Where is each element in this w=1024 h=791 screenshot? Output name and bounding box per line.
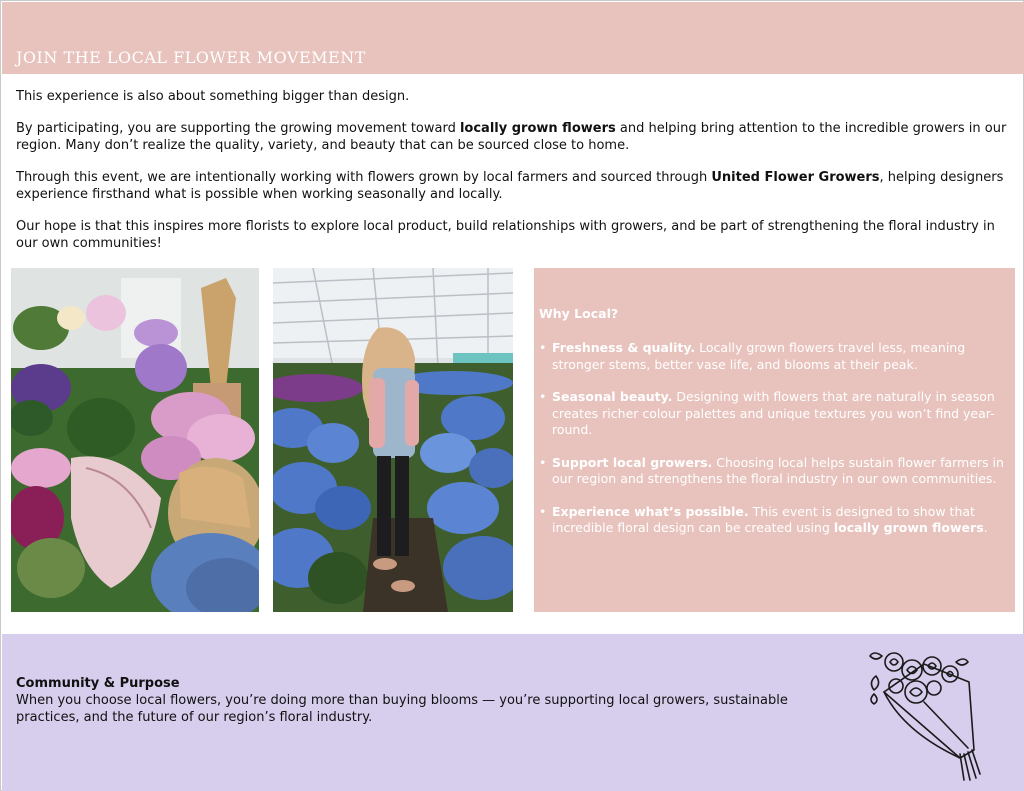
community-purpose-section [2,634,1024,791]
why-item-bold: Seasonal beauty. [552,389,673,404]
why-item-text: Designing with flowers that are naturally in season creates richer colour palettes and unique textures you won’t find year-round. [552,389,995,437]
why-local-list [539,340,1009,553]
intro-paragraph-4: Our hope is that this inspires more florists to explore local product, build relationships with growers, and be part of strengthening the floral industry in our own communities! [16,219,995,251]
why-item-bold: Experience what’s possible. [552,503,749,519]
community-purpose-text: When you choose local flowers, you’re doing more than buying blooms — you’re supporting local growers, sustainable practices, and the future of our region’s floral industry. [16,693,788,725]
greenhouse-photo [273,268,513,612]
intro-p3-text: Through this event, we are intentionally working with flowers grown by local farmers and sourced through [16,170,712,185]
page-title: JOIN THE LOCAL FLOWER MOVEMENT [16,48,366,67]
why-local-box [534,268,1015,612]
community-purpose-title: Community & Purpose [16,676,180,691]
intro-p3-text-end: , helping designers experience firsthand what is possible when working seasonally and locally. [16,170,1004,202]
why-local-title: Why Local? [539,306,619,321]
why-item-bold: Support local growers. [552,454,713,470]
why-local-item-seasonal [539,389,1009,439]
why-item-text: Choosing local helps sustain flower farmers in our region and strengthens the floral industry in our own communities. [552,454,1004,486]
greenhouse-illustration [273,268,513,612]
bouquet-icon [864,642,986,788]
why-item-text: Locally grown flowers travel less, meaning stronger stems, better vase life, and blooms at their peak. [552,340,966,372]
intro-paragraph-1: This experience is also about something bigger than design. [16,89,410,104]
flower-market-photo [11,268,259,612]
flower-market-illustration [11,268,259,612]
intro-p3-bold: United Flower Growers [711,170,880,185]
bullet-icon: • [539,503,547,519]
intro-paragraph-2 [16,120,1011,154]
why-local-item-freshness [539,340,1009,373]
intro-p2-text-end: and helping bring attention to the incredible growers in our region. Many don’t realize the quality, variety, and beauty that can be sourced close to home. [16,121,1007,153]
bullet-icon: • [539,389,547,404]
intro-paragraph-3 [16,169,1011,203]
why-item-text: This event is designed to show that incredible floral design can be created using [552,503,975,535]
why-local-item-support [539,455,1009,488]
why-item-bold-inline: locally grown flowers [833,520,984,535]
why-item-bold: Freshness & quality. [552,340,696,355]
intro-p2-text: By participating, you are supporting the growing movement toward [16,121,460,136]
header-banner [2,2,1024,74]
why-local-item-experience [539,504,1009,537]
bullet-icon: • [539,454,547,470]
bullet-icon: • [539,340,547,355]
intro-p2-bold: locally grown flowers [459,121,616,136]
why-item-tail: . [983,520,988,535]
